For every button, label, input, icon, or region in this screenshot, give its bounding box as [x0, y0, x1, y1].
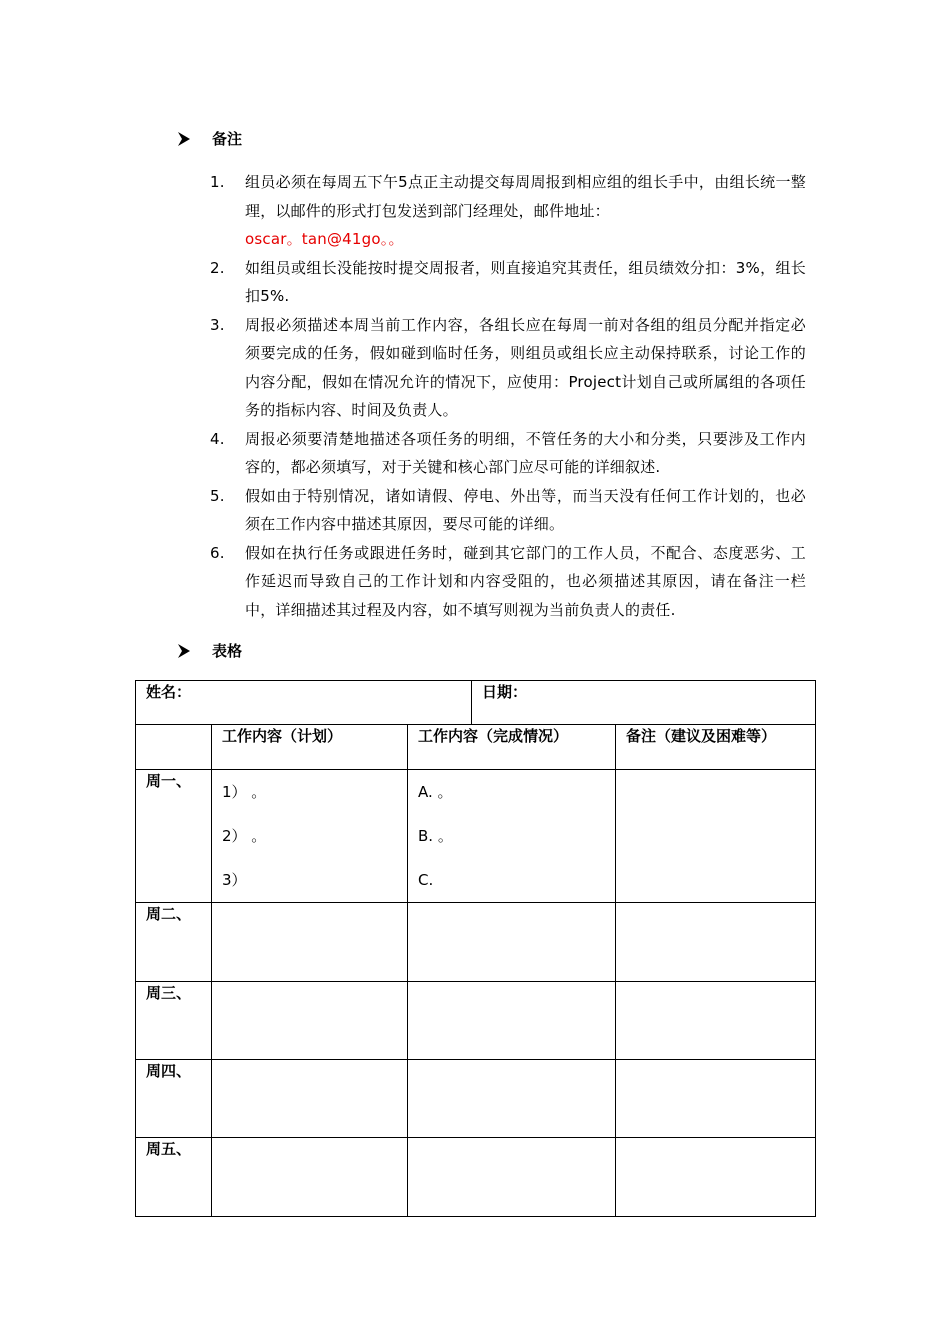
- note-item: 2. 如组员或组长没能按时提交周报者，则直接追究其责任，组员绩效分扣：3%，组长扣5%.: [210, 258, 806, 305]
- header-remarks: 备注（建议及困难等）: [616, 725, 816, 770]
- note-item: 6. 假如在执行任务或跟进任务时，碰到其它部门的工作人员，不配合、态度恶劣、工作延迟而导致自己的工作计划和内容受阻的，也必须描述其原因，请在备注一栏中，详细描述其过程及内容，如不填写则视为当前负责人的责任.: [210, 543, 806, 619]
- header-plan: 工作内容（计划）: [212, 725, 408, 770]
- note-text: 假如在执行任务或跟进任务时，碰到其它部门的工作人员，不配合、态度恶劣、工作延迟而导致自己的工作计划和内容受阻的，也必须描述其原因，请在备注一栏中，详细描述其过程及内容，如不填写则视为当前负责人的责任.: [245, 543, 806, 619]
- table-row: [136, 982, 816, 1060]
- remarks-cell[interactable]: [616, 903, 816, 982]
- remarks-cell[interactable]: [616, 1060, 816, 1138]
- plan-line: 3）: [222, 871, 247, 889]
- table-heading-text: 表格: [212, 642, 243, 660]
- name-field[interactable]: 姓名：: [136, 681, 472, 725]
- day-label: 周一、: [136, 770, 212, 903]
- table-heading: [178, 640, 242, 661]
- header-done: 工作内容（完成情况）: [408, 725, 616, 770]
- table-row: [136, 770, 816, 903]
- note-text: 组员必须在每周五下午5点正主动提交每周周报到相应组的组长手中，由组长统一整理，以邮件的形式打包发送到部门经理处，邮件地址：: [245, 173, 806, 220]
- monday-plan-cell[interactable]: [212, 770, 408, 903]
- day-label: 周三、: [136, 982, 212, 1060]
- note-item: 3. 周报必须描述本周当前工作内容，各组长应在每周一前对各组的组员分配并指定必须要完成的任务，假如碰到临时任务，则组员或组长应主动保持联系，讨论工作的内容分配，假如在情况允许的情况下，应使用：Project计划自己或所属组的各项任务的指标内容、时间及负责人。: [210, 315, 806, 419]
- arrow-bullet-icon: [178, 132, 190, 146]
- note-text: 周报必须描述本周当前工作内容，各组长应在每周一前对各组的组员分配并指定必须要完成的任务，假如碰到临时任务，则组员或组长应主动保持联系，讨论工作的内容分配，假如在情况允许的情况下，应使用：Project计划自己或所属组的各项任务的指标内容、时间及负责人。: [245, 315, 806, 419]
- table-row: [136, 1138, 816, 1217]
- notes-list: [210, 168, 806, 624]
- monday-remarks-cell[interactable]: [616, 770, 816, 903]
- name-date-row: [136, 681, 816, 725]
- done-cell[interactable]: [408, 982, 616, 1060]
- table-row: [136, 903, 816, 982]
- corner-cell: [136, 725, 212, 770]
- note-text: 周报必须要清楚地描述各项任务的明细，不管任务的大小和分类，只要涉及工作内容的，都必须填写，对于关键和核心部门应尽可能的详细叙述.: [245, 429, 806, 476]
- day-label: 周四、: [136, 1060, 212, 1138]
- plan-line: 2） 。: [222, 827, 267, 845]
- note-text: 假如由于特别情况，诸如请假、停电、外出等，而当天没有任何工作计划的，也必须在工作内容中描述其原因，要尽可能的详细。: [245, 486, 806, 533]
- remarks-cell[interactable]: [616, 982, 816, 1060]
- plan-line: 1） 。: [222, 783, 267, 801]
- done-cell[interactable]: [408, 1060, 616, 1138]
- day-label: 周二、: [136, 903, 212, 982]
- remarks-cell[interactable]: [616, 1138, 816, 1217]
- notes-heading-text: 备注: [212, 130, 243, 148]
- done-cell[interactable]: [408, 1138, 616, 1217]
- done-line: B. 。: [418, 827, 453, 845]
- column-header-row: [136, 725, 816, 770]
- plan-cell[interactable]: [212, 1060, 408, 1138]
- done-line: C.: [418, 871, 434, 889]
- note-item: 1. 组员必须在每周五下午5点正主动提交每周周报到相应组的组长手中，由组长统一整理，以邮件的形式打包发送到部门经理处，邮件地址： oscar。tan@41go。。: [210, 173, 806, 248]
- arrow-bullet-icon: [178, 644, 190, 658]
- table-row: [136, 1060, 816, 1138]
- done-cell[interactable]: [408, 903, 616, 982]
- note-item: 4. 周报必须要清楚地描述各项任务的明细，不管任务的大小和分类，只要涉及工作内容的，都必须填写，对于关键和核心部门应尽可能的详细叙述.: [210, 429, 806, 476]
- weekly-report-table: [135, 680, 816, 1217]
- plan-cell[interactable]: [212, 1138, 408, 1217]
- note-text: 如组员或组长没能按时提交周报者，则直接追究其责任，组员绩效分扣：3%，组长扣5%.: [245, 258, 806, 305]
- date-field[interactable]: 日期：: [472, 681, 816, 725]
- email-address: oscar。tan@41go。。: [245, 230, 404, 248]
- day-label: 周五、: [136, 1138, 212, 1217]
- monday-done-cell[interactable]: [408, 770, 616, 903]
- plan-cell[interactable]: [212, 982, 408, 1060]
- notes-heading: [178, 128, 242, 149]
- plan-cell[interactable]: [212, 903, 408, 982]
- note-item: 5. 假如由于特别情况，诸如请假、停电、外出等，而当天没有任何工作计划的，也必须在工作内容中描述其原因，要尽可能的详细。: [210, 486, 806, 533]
- done-line: A. 。: [418, 783, 453, 801]
